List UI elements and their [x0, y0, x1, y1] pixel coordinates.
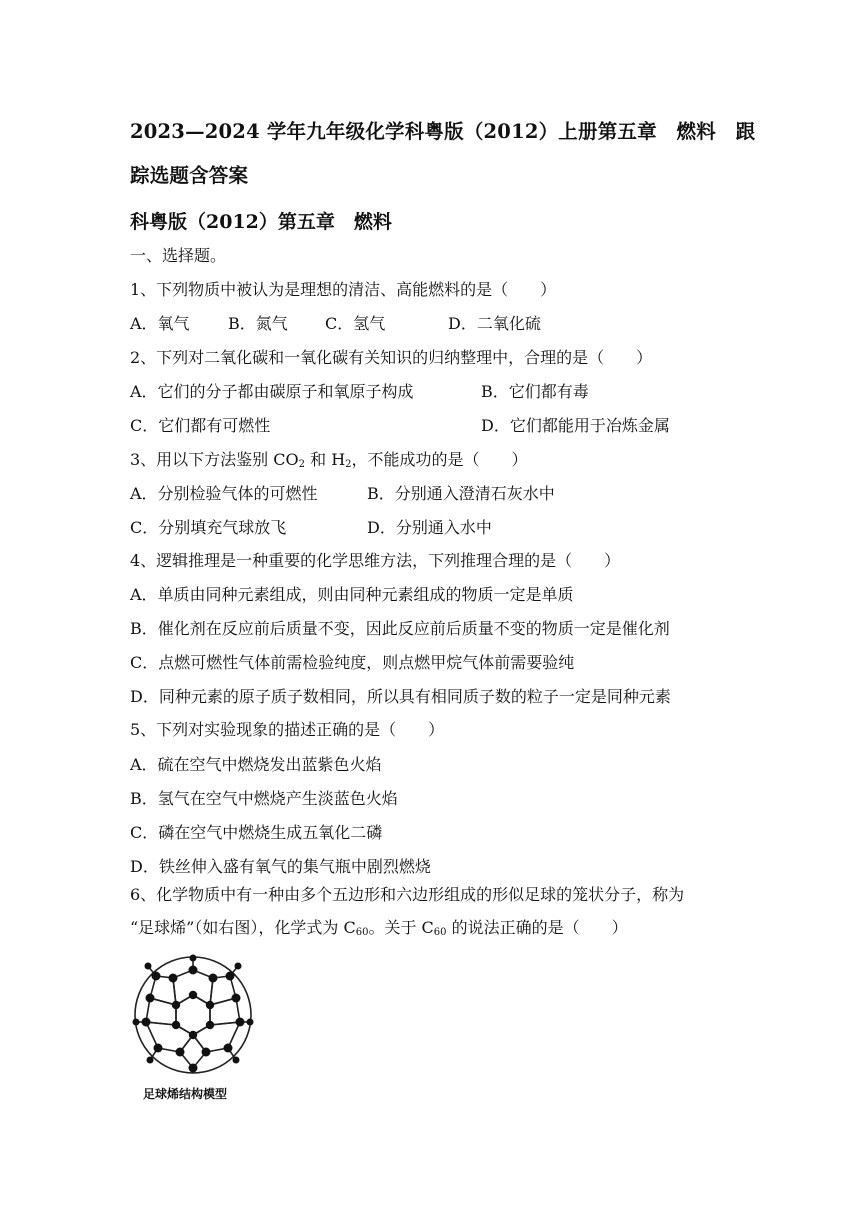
question-3-stem [130, 450, 528, 475]
question-4-option-a: A．单质由同种元素组成，则由同种元素组成的物质一定是单质 [130, 585, 574, 604]
question-4-stem: 4、逻辑推理是一种重要的化学思维方法，下列推理合理的是（ ） [130, 551, 621, 570]
document-title-line-2: 踪选题含答案 [130, 164, 249, 187]
question-3-stem-text: 3、用以下方法鉴别 CO [130, 450, 299, 469]
section-heading: 一、选择题。 [130, 246, 227, 265]
question-6-stem-line-2 [130, 918, 628, 943]
question-2-option-d: D．它们都能用于冶炼金属 [481, 416, 670, 435]
question-4-option-b: B．催化剂在反应前后质量不变，因此反应前后质量不变的物质一定是催化剂 [130, 619, 670, 638]
question-6-stem-text: 。关于 C [368, 918, 434, 937]
subscript: 60 [433, 927, 447, 938]
question-3-option-c: C．分别填充气球放飞 [130, 518, 287, 537]
fullerene-model-figure [128, 950, 258, 1105]
question-3-stem-text: 和 H [305, 450, 346, 469]
question-2-stem: 2、下列对二氧化碳和一氧化碳有关知识的归纳整理中，合理的是（ ） [130, 348, 653, 367]
question-2-option-b: B．它们都有毒 [481, 382, 589, 401]
document-title-line-1: 2023—2024 学年九年级化学科粤版（2012）上册第五章 燃料 跟 [130, 120, 756, 143]
question-1-stem: 1、下列物质中被认为是理想的清洁、高能燃料的是（ ） [130, 280, 557, 299]
question-6-stem-line-1: 6、化学物质中有一种由多个五边形和六边形组成的形似足球的笼状分子，称为 [130, 885, 685, 904]
question-1-option-b: B．氮气 [228, 314, 288, 333]
question-5-option-d: D．铁丝伸入盛有氧气的集气瓶中剧烈燃烧 [130, 857, 431, 876]
question-5-stem: 5、下列对实验现象的描述正确的是（ ） [130, 720, 445, 739]
figure-caption: 足球烯结构模型 [143, 1087, 228, 1101]
question-3-option-d: D．分别通入水中 [367, 518, 492, 537]
question-2-option-a: A．它们的分子都由碳原子和氧原子构成 [130, 382, 414, 401]
question-1-option-a: A．氧气 [130, 314, 190, 333]
question-5-option-a: A．硫在空气中燃烧发出蓝紫色火焰 [130, 755, 382, 774]
question-6-stem-text: 的说法正确的是（ ） [446, 918, 628, 937]
question-3-stem-text: ，不能成功的是（ ） [351, 450, 528, 469]
question-5-option-c: C．磷在空气中燃烧生成五氧化二磷 [130, 823, 383, 842]
subscript: 60 [355, 927, 369, 938]
question-3-option-a: A．分别检验气体的可燃性 [130, 484, 318, 503]
question-1-option-d: D．二氧化硫 [448, 314, 541, 333]
subscript: 2 [298, 459, 306, 470]
question-3-option-b: B．分别通入澄清石灰水中 [367, 484, 555, 503]
question-6-stem-text: “足球烯”（如右图），化学式为 C [130, 918, 356, 937]
chapter-subtitle: 科粤版（2012）第五章 燃料 [130, 211, 392, 233]
question-1-option-c: C．氢气 [325, 314, 386, 333]
question-2-option-c: C．它们都有可燃性 [130, 416, 271, 435]
question-5-option-b: B．氢气在空气中燃烧产生淡蓝色火焰 [130, 789, 398, 808]
question-4-option-c: C．点燃可燃性气体前需检验纯度，则点燃甲烷气体前需要验纯 [130, 653, 575, 672]
question-4-option-d: D．同种元素的原子质子数相同，所以具有相同质子数的粒子一定是同种元素 [130, 687, 671, 706]
subscript: 2 [345, 459, 352, 470]
